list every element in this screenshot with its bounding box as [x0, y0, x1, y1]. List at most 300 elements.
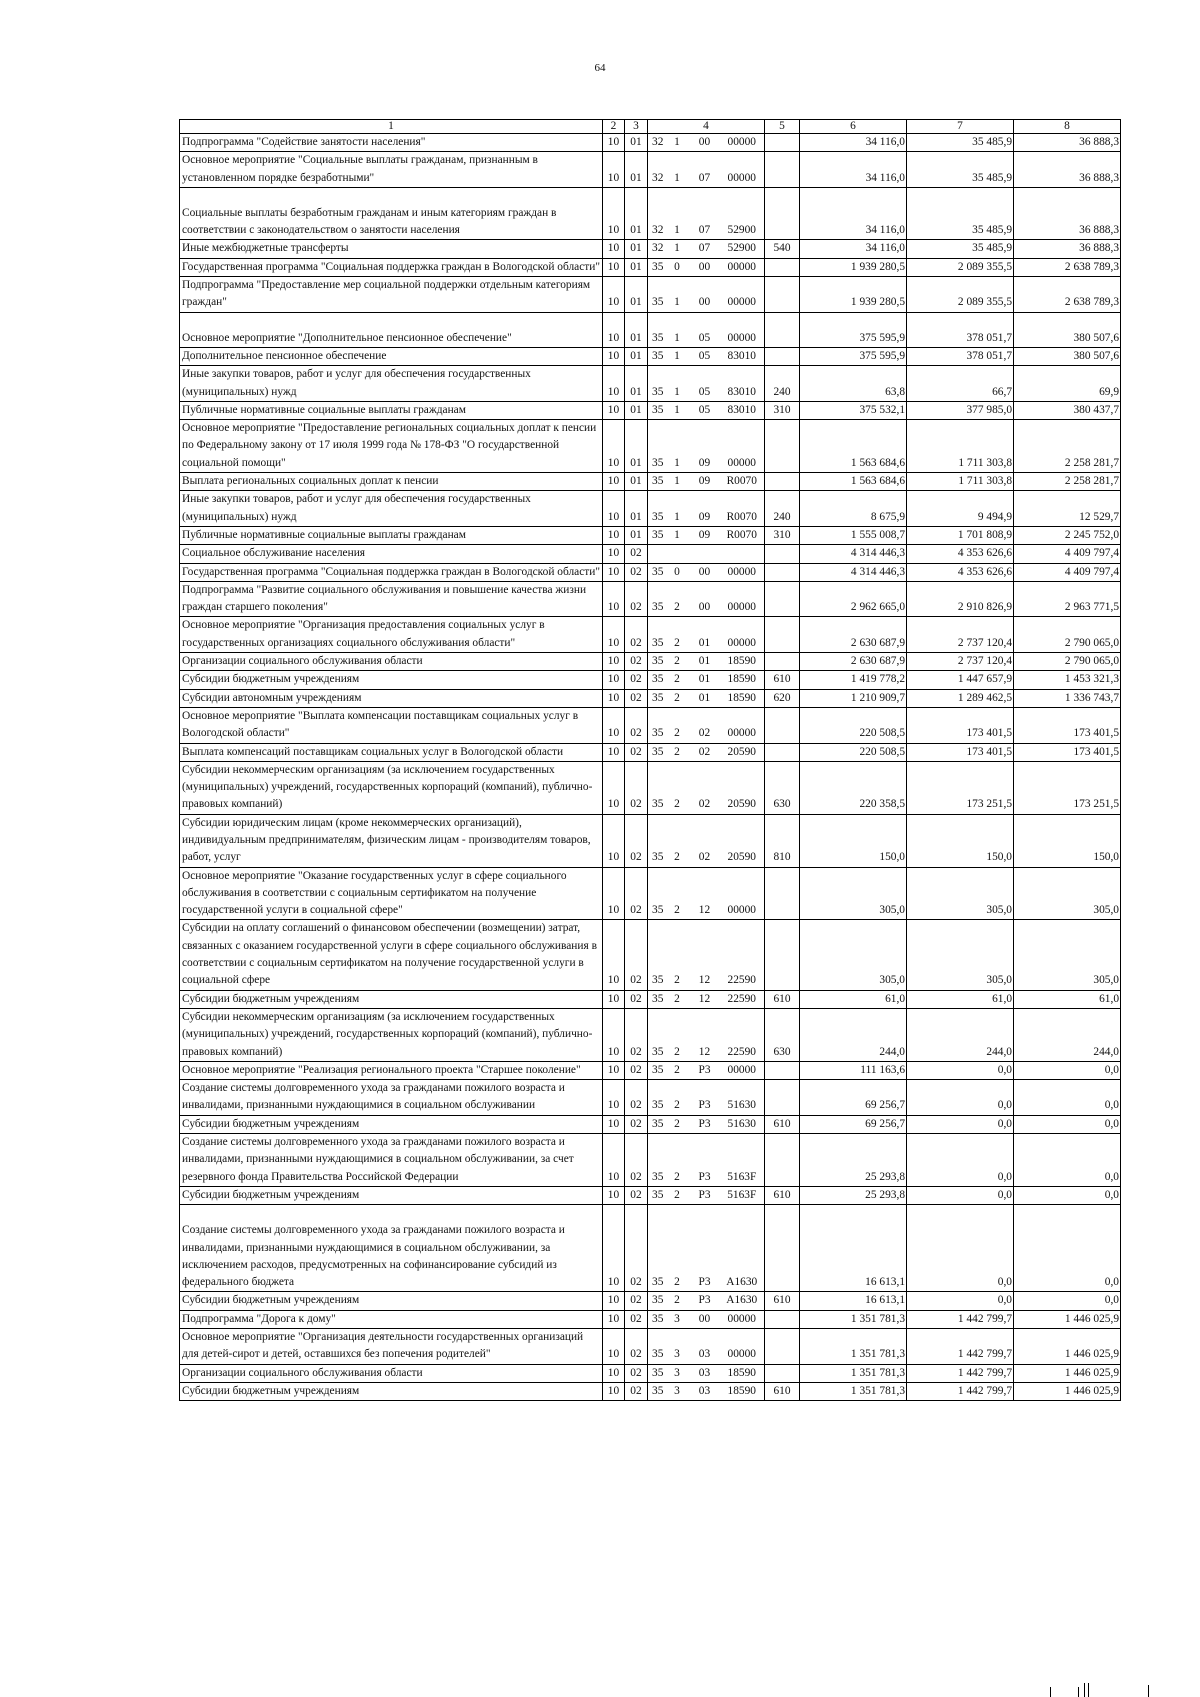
row-expense-type: [765, 312, 800, 347]
row-expense-type: [765, 867, 800, 920]
row-amount-2: 173 401,5: [907, 707, 1014, 743]
row-direction: 00000: [720, 258, 765, 276]
row-expense-type: 610: [765, 1292, 800, 1310]
row-direction: 22590: [720, 990, 765, 1008]
row-amount-1: 25 293,8: [800, 1186, 907, 1204]
table-row: [180, 545, 1121, 563]
row-name: Основное мероприятие "Организация предоставления социальных услуг в государственных организациях социального обслуживания области": [180, 617, 603, 653]
row-amount-2: 66,7: [907, 366, 1014, 402]
row-amount-3: 36 888,3: [1014, 152, 1121, 188]
row-activity: P3: [690, 1115, 720, 1133]
row-amount-1: 16 613,1: [800, 1292, 907, 1310]
row-section: 10: [603, 653, 625, 671]
row-expense-type: [765, 134, 800, 152]
row-activity: 09: [690, 473, 720, 491]
row-activity: 00: [690, 277, 720, 313]
row-subsection: 01: [625, 258, 648, 276]
row-amount-2: 35 485,9: [907, 187, 1014, 240]
row-amount-3: 61,0: [1014, 990, 1121, 1008]
row-expense-type: 610: [765, 1186, 800, 1204]
row-activity: 01: [690, 689, 720, 707]
header-col-6: 6: [800, 120, 907, 134]
row-amount-1: 4 314 446,3: [800, 545, 907, 563]
row-section: 10: [603, 258, 625, 276]
row-program: 35: [648, 990, 665, 1008]
table-row: [180, 707, 1121, 743]
row-amount-1: 1 563 684,6: [800, 420, 907, 473]
row-subsection: 02: [625, 1292, 648, 1310]
row-amount-1: 34 116,0: [800, 240, 907, 258]
row-activity: 02: [690, 707, 720, 743]
table-row: [180, 347, 1121, 365]
table-row: [180, 473, 1121, 491]
row-amount-1: 25 293,8: [800, 1134, 907, 1187]
table-row: [180, 312, 1121, 347]
row-direction: 00000: [720, 581, 765, 617]
row-subsection: 02: [625, 1329, 648, 1365]
row-amount-2: 2 737 120,4: [907, 653, 1014, 671]
row-direction: 00000: [720, 152, 765, 188]
row-amount-1: 375 532,1: [800, 401, 907, 419]
row-amount-3: 4 409 797,4: [1014, 563, 1121, 581]
row-amount-3: 1 446 025,9: [1014, 1329, 1121, 1365]
row-direction: 18590: [720, 653, 765, 671]
row-subsection: 02: [625, 1134, 648, 1187]
row-subprogram: 2: [665, 1186, 690, 1204]
row-activity: 12: [690, 990, 720, 1008]
row-name: Создание системы долговременного ухода за гражданами пожилого возраста и инвалидами, признанными нуждающимися в социальном обслуживании, за счет резервного фонда Правительства Российской Федерации: [180, 1134, 603, 1187]
row-direction: 00000: [720, 1310, 765, 1328]
table-row: [180, 366, 1121, 402]
row-program: 35: [648, 743, 665, 761]
row-name: Дополнительное пенсионное обеспечение: [180, 347, 603, 365]
row-subprogram: 2: [665, 707, 690, 743]
table-row: [180, 689, 1121, 707]
row-section: 10: [603, 920, 625, 990]
row-subsection: 02: [625, 814, 648, 867]
row-activity: 02: [690, 761, 720, 814]
row-subprogram: 2: [665, 920, 690, 990]
row-amount-2: 1 442 799,7: [907, 1329, 1014, 1365]
row-section: 10: [603, 1061, 625, 1079]
table-row: [180, 671, 1121, 689]
row-subsection: 02: [625, 563, 648, 581]
row-program: 35: [648, 1061, 665, 1079]
row-section: 10: [603, 1382, 625, 1400]
row-subprogram: 1: [665, 277, 690, 313]
row-amount-3: 2 963 771,5: [1014, 581, 1121, 617]
row-amount-1: 34 116,0: [800, 187, 907, 240]
row-amount-3: 0,0: [1014, 1061, 1121, 1079]
row-section: 10: [603, 1115, 625, 1133]
row-subsection: 02: [625, 1115, 648, 1133]
row-name: Создание системы долговременного ухода за гражданами пожилого возраста и инвалидами, признанными нуждающимися в социальном обслуживании: [180, 1080, 603, 1116]
row-direction: 20590: [720, 743, 765, 761]
row-section: 10: [603, 152, 625, 188]
row-section: 10: [603, 1205, 625, 1292]
header-col-1: 1: [180, 120, 603, 134]
row-program: [648, 545, 665, 563]
row-program: 35: [648, 707, 665, 743]
row-amount-3: 305,0: [1014, 920, 1121, 990]
row-direction: 00000: [720, 563, 765, 581]
table-row: [180, 187, 1121, 240]
row-program: 35: [648, 581, 665, 617]
row-amount-2: 244,0: [907, 1008, 1014, 1061]
row-program: 35: [648, 1292, 665, 1310]
row-spacer: [182, 1205, 600, 1222]
row-direction: 51630: [720, 1115, 765, 1133]
row-direction: 18590: [720, 689, 765, 707]
row-amount-1: 34 116,0: [800, 152, 907, 188]
row-amount-1: 1 419 778,2: [800, 671, 907, 689]
table-row: [180, 1186, 1121, 1204]
row-subprogram: 1: [665, 134, 690, 152]
row-section: 10: [603, 312, 625, 347]
row-amount-2: 1 442 799,7: [907, 1364, 1014, 1382]
row-section: 10: [603, 1364, 625, 1382]
row-expense-type: 310: [765, 526, 800, 544]
row-direction: 00000: [720, 420, 765, 473]
row-subsection: 02: [625, 707, 648, 743]
row-amount-2: 2 089 355,5: [907, 258, 1014, 276]
row-activity: 07: [690, 152, 720, 188]
row-section: 10: [603, 473, 625, 491]
row-amount-3: 0,0: [1014, 1292, 1121, 1310]
row-amount-2: 1 442 799,7: [907, 1382, 1014, 1400]
row-amount-3: 0,0: [1014, 1186, 1121, 1204]
row-amount-1: 375 595,9: [800, 312, 907, 347]
row-program: 32: [648, 240, 665, 258]
row-name: Публичные нормативные социальные выплаты гражданам: [180, 526, 603, 544]
row-amount-3: 150,0: [1014, 814, 1121, 867]
row-amount-2: 378 051,7: [907, 312, 1014, 347]
row-amount-1: 8 675,9: [800, 491, 907, 527]
row-program: 35: [648, 563, 665, 581]
row-amount-1: 220 508,5: [800, 743, 907, 761]
row-activity: 12: [690, 920, 720, 990]
row-name: Основное мероприятие "Предоставление региональных социальных доплат к пенсии по Федеральному закону от 17 июля 1999 года № 178-ФЗ "О государственной социальной помощи": [180, 420, 603, 473]
row-name: Субсидии некоммерческим организациям (за исключением государственных (муниципальных) учреждений, государственных корпораций (компаний), публично-правовых компаний): [180, 1008, 603, 1061]
row-amount-1: 305,0: [800, 920, 907, 990]
row-direction: 83010: [720, 401, 765, 419]
row-section: 10: [603, 1080, 625, 1116]
row-subprogram: 1: [665, 366, 690, 402]
row-activity: P3: [690, 1080, 720, 1116]
row-section: 10: [603, 1134, 625, 1187]
row-direction: 52900: [720, 187, 765, 240]
row-amount-2: 0,0: [907, 1292, 1014, 1310]
row-name: Субсидии юридическим лицам (кроме некоммерческих организаций), индивидуальным предпринимателям, физическим лицам - производителям товаров, работ, услуг: [180, 814, 603, 867]
table-row: [180, 240, 1121, 258]
row-amount-3: 36 888,3: [1014, 134, 1121, 152]
row-activity: 05: [690, 347, 720, 365]
row-subsection: 02: [625, 545, 648, 563]
header-col-5: 5: [765, 120, 800, 134]
row-subprogram: 2: [665, 689, 690, 707]
row-subsection: 02: [625, 743, 648, 761]
row-name: Субсидии бюджетным учреждениям: [180, 1186, 603, 1204]
row-activity: P3: [690, 1134, 720, 1187]
row-amount-1: 2 962 665,0: [800, 581, 907, 617]
row-amount-2: 1 711 303,8: [907, 420, 1014, 473]
table-row: [180, 1364, 1121, 1382]
row-amount-2: 35 485,9: [907, 134, 1014, 152]
row-name: Иные закупки товаров, работ и услуг для обеспечения государственных (муниципальных) нужд: [180, 491, 603, 527]
row-subsection: 01: [625, 366, 648, 402]
row-section: 10: [603, 1310, 625, 1328]
table-row: [180, 1310, 1121, 1328]
row-program: 35: [648, 473, 665, 491]
row-expense-type: [765, 707, 800, 743]
row-amount-2: 2 089 355,5: [907, 277, 1014, 313]
table-row: [180, 1080, 1121, 1116]
header-col-3: 3: [625, 120, 648, 134]
row-amount-3: 2 258 281,7: [1014, 473, 1121, 491]
row-program: 35: [648, 1186, 665, 1204]
row-section: 10: [603, 689, 625, 707]
row-program: 35: [648, 277, 665, 313]
row-activity: 03: [690, 1364, 720, 1382]
row-subprogram: 2: [665, 617, 690, 653]
row-subsection: 02: [625, 920, 648, 990]
row-expense-type: [765, 420, 800, 473]
row-direction: R0070: [720, 526, 765, 544]
header-col-2: 2: [603, 120, 625, 134]
table-row: [180, 761, 1121, 814]
row-name-text: Социальные выплаты безработным гражданам и иным категориям граждан в соответствии с законодательством о занятости населения: [182, 206, 557, 237]
row-subprogram: 2: [665, 581, 690, 617]
row-program: 35: [648, 312, 665, 347]
row-amount-3: 173 401,5: [1014, 743, 1121, 761]
row-direction: 22590: [720, 1008, 765, 1061]
table-row: [180, 1061, 1121, 1079]
header-col-8: 8: [1014, 120, 1121, 134]
row-direction: 5163F: [720, 1134, 765, 1187]
row-direction: 22590: [720, 920, 765, 990]
header-col-4: 4: [648, 120, 765, 134]
row-subsection: 01: [625, 526, 648, 544]
row-section: 10: [603, 347, 625, 365]
row-activity: 00: [690, 258, 720, 276]
row-amount-1: 111 163,6: [800, 1061, 907, 1079]
row-subprogram: 2: [665, 1134, 690, 1187]
row-program: 35: [648, 761, 665, 814]
row-amount-1: 244,0: [800, 1008, 907, 1061]
row-expense-type: 610: [765, 671, 800, 689]
row-section: 10: [603, 867, 625, 920]
page-number: 64: [594, 62, 606, 74]
row-expense-type: [765, 258, 800, 276]
row-name: [180, 187, 603, 240]
row-amount-3: 2 790 065,0: [1014, 617, 1121, 653]
row-name: [180, 312, 603, 347]
row-amount-3: 69,9: [1014, 366, 1121, 402]
row-expense-type: [765, 581, 800, 617]
row-subsection: 01: [625, 152, 648, 188]
row-subprogram: 1: [665, 401, 690, 419]
row-activity: 00: [690, 581, 720, 617]
table-row: [180, 1292, 1121, 1310]
row-subsection: 01: [625, 347, 648, 365]
row-direction: 5163F: [720, 1186, 765, 1204]
row-section: 10: [603, 581, 625, 617]
row-amount-1: 63,8: [800, 366, 907, 402]
row-subprogram: [665, 545, 690, 563]
row-direction: 52900: [720, 240, 765, 258]
row-amount-1: 34 116,0: [800, 134, 907, 152]
row-expense-type: [765, 277, 800, 313]
row-direction: A1630: [720, 1292, 765, 1310]
row-subprogram: 3: [665, 1329, 690, 1365]
row-subsection: 01: [625, 277, 648, 313]
row-program: 35: [648, 617, 665, 653]
row-name: Основное мероприятие "Выплата компенсации поставщикам социальных услуг в Вологодской области": [180, 707, 603, 743]
row-amount-2: 1 442 799,7: [907, 1310, 1014, 1328]
table-row: [180, 277, 1121, 313]
row-activity: 07: [690, 240, 720, 258]
row-direction: 18590: [720, 1382, 765, 1400]
row-activity: 05: [690, 401, 720, 419]
row-subprogram: 1: [665, 473, 690, 491]
row-subsection: 02: [625, 671, 648, 689]
row-program: 35: [648, 420, 665, 473]
row-expense-type: [765, 743, 800, 761]
row-section: 10: [603, 491, 625, 527]
row-name: Субсидии на оплату соглашений о финансовом обеспечении (возмещении) затрат, связанных с оказанием государственной услуги в сфере социального обслуживания в соответствии с социальным сертификатом на получение государственной услуги в социальной сфере: [180, 920, 603, 990]
row-name: Организации социального обслуживания области: [180, 653, 603, 671]
row-name: Основное мероприятие "Социальные выплаты гражданам, признанным в установленном порядке безработными": [180, 152, 603, 188]
row-name: Государственная программа "Социальная поддержка граждан в Вологодской области": [180, 563, 603, 581]
row-amount-1: 150,0: [800, 814, 907, 867]
row-direction: 20590: [720, 814, 765, 867]
row-subprogram: 1: [665, 240, 690, 258]
row-activity: 09: [690, 420, 720, 473]
row-name: Государственная программа "Социальная поддержка граждан в Вологодской области": [180, 258, 603, 276]
row-subprogram: 2: [665, 1008, 690, 1061]
row-amount-2: 173 401,5: [907, 743, 1014, 761]
row-program: 35: [648, 1134, 665, 1187]
row-activity: 01: [690, 617, 720, 653]
table-row: [180, 1382, 1121, 1400]
row-amount-1: 375 595,9: [800, 347, 907, 365]
row-section: 10: [603, 814, 625, 867]
row-section: 10: [603, 761, 625, 814]
row-subsection: 01: [625, 312, 648, 347]
table-row: [180, 990, 1121, 1008]
row-subsection: 01: [625, 420, 648, 473]
table-row: [180, 1205, 1121, 1292]
row-section: 10: [603, 1329, 625, 1365]
row-amount-3: 380 437,7: [1014, 401, 1121, 419]
row-spacer: [182, 188, 600, 205]
row-subsection: 02: [625, 1382, 648, 1400]
table-row: [180, 1008, 1121, 1061]
row-amount-2: 4 353 626,6: [907, 563, 1014, 581]
row-activity: P3: [690, 1205, 720, 1292]
row-amount-2: 9 494,9: [907, 491, 1014, 527]
row-amount-2: 2 910 826,9: [907, 581, 1014, 617]
row-amount-2: 305,0: [907, 867, 1014, 920]
row-program: 35: [648, 814, 665, 867]
row-amount-1: 4 314 446,3: [800, 563, 907, 581]
table-row: [180, 1134, 1121, 1187]
row-amount-1: 1 555 008,7: [800, 526, 907, 544]
row-direction: 51630: [720, 1080, 765, 1116]
budget-table: [179, 119, 1121, 1401]
row-name: Иные межбюджетные трансферты: [180, 240, 603, 258]
row-subsection: 01: [625, 187, 648, 240]
row-expense-type: [765, 1310, 800, 1328]
row-section: 10: [603, 707, 625, 743]
table-row: [180, 1115, 1121, 1133]
row-amount-2: 150,0: [907, 814, 1014, 867]
row-activity: 02: [690, 743, 720, 761]
row-amount-2: 61,0: [907, 990, 1014, 1008]
row-program: 35: [648, 1382, 665, 1400]
table-header-row: [180, 120, 1121, 134]
row-section: 10: [603, 563, 625, 581]
row-program: 32: [648, 187, 665, 240]
row-amount-3: 173 401,5: [1014, 707, 1121, 743]
row-amount-3: 2 258 281,7: [1014, 420, 1121, 473]
row-amount-2: 305,0: [907, 920, 1014, 990]
row-activity: 00: [690, 134, 720, 152]
table-row: [180, 581, 1121, 617]
row-direction: 00000: [720, 707, 765, 743]
row-amount-3: 380 507,6: [1014, 312, 1121, 347]
row-program: 35: [648, 671, 665, 689]
row-activity: 03: [690, 1382, 720, 1400]
row-amount-1: 1 939 280,5: [800, 277, 907, 313]
header-col-7: 7: [907, 120, 1014, 134]
row-activity: 03: [690, 1329, 720, 1365]
row-expense-type: 620: [765, 689, 800, 707]
row-subsection: 02: [625, 617, 648, 653]
row-name: Публичные нормативные социальные выплаты гражданам: [180, 401, 603, 419]
row-subsection: 02: [625, 990, 648, 1008]
row-activity: 01: [690, 653, 720, 671]
row-subprogram: 0: [665, 563, 690, 581]
row-direction: 00000: [720, 867, 765, 920]
row-name: Подпрограмма "Предоставление мер социальной поддержки отдельным категориям граждан": [180, 277, 603, 313]
row-section: 10: [603, 526, 625, 544]
row-direction: 00000: [720, 617, 765, 653]
table-row: [180, 420, 1121, 473]
row-expense-type: [765, 347, 800, 365]
row-direction: 00000: [720, 1329, 765, 1365]
row-program: 35: [648, 366, 665, 402]
row-program: 35: [648, 867, 665, 920]
row-amount-2: 0,0: [907, 1115, 1014, 1133]
row-subprogram: 1: [665, 187, 690, 240]
row-subsection: 01: [625, 401, 648, 419]
table-row: [180, 653, 1121, 671]
row-subprogram: 1: [665, 152, 690, 188]
row-expense-type: [765, 617, 800, 653]
table-row: [180, 867, 1121, 920]
table-row: [180, 152, 1121, 188]
row-expense-type: [765, 563, 800, 581]
row-expense-type: [765, 1364, 800, 1382]
row-expense-type: 540: [765, 240, 800, 258]
row-subprogram: 2: [665, 671, 690, 689]
row-name: [180, 1205, 603, 1292]
row-activity: 09: [690, 526, 720, 544]
table-row: [180, 526, 1121, 544]
row-program: 35: [648, 491, 665, 527]
row-subprogram: 3: [665, 1364, 690, 1382]
